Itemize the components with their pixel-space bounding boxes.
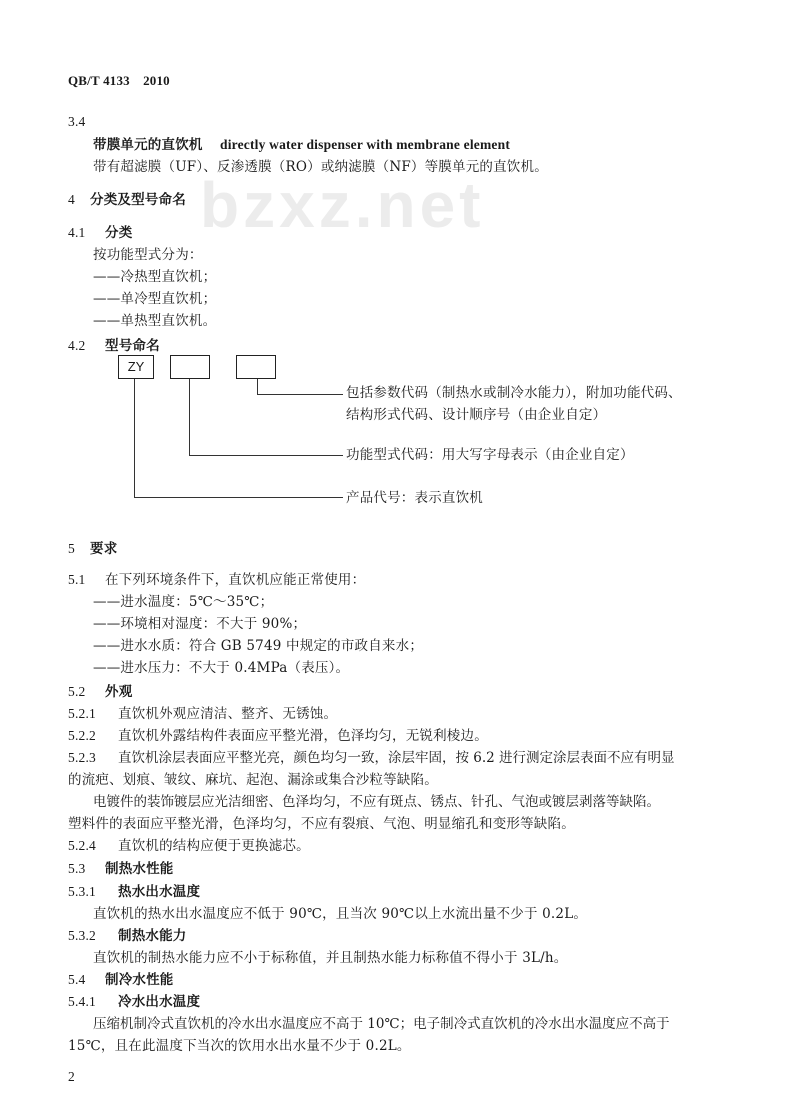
section-5-1-intro: 在下列环境条件下，直饮机应能正常使用： — [105, 572, 366, 588]
list-item: ——环境相对湿度：不大于 90%； — [93, 616, 307, 632]
section-3-4-title-cn: 带膜单元的直饮机 — [93, 137, 203, 153]
section-5-3-2-number: 5.3.2 — [68, 928, 96, 943]
section-5-2-1-text: 直饮机外观应清洁、整齐、无锈蚀。 — [118, 706, 338, 722]
model-code-box-params — [236, 355, 276, 379]
section-5-4-1-number: 5.4.1 — [68, 994, 96, 1009]
section-5-number: 5 — [68, 541, 75, 556]
list-item: ——单冷型直饮机； — [93, 291, 217, 307]
page-number: 2 — [68, 1069, 75, 1084]
section-5-2-4-text: 直饮机的结构应便于更换滤芯。 — [118, 838, 310, 854]
section-5-3-title: 制热水性能 — [105, 861, 174, 877]
section-3-4-number: 3.4 — [68, 114, 86, 129]
section-4-1-title: 分类 — [105, 225, 133, 241]
model-code-box-function — [170, 355, 210, 379]
connector-line — [134, 379, 135, 497]
section-5-2-3-number: 5.2.3 — [68, 750, 96, 765]
section-5-2-4-number: 5.2.4 — [68, 838, 96, 853]
section-5-3-number: 5.3 — [68, 861, 86, 876]
section-5-4-title: 制冷水性能 — [105, 972, 174, 988]
list-item: ——进水压力：不大于 0.4MPa（表压）。 — [93, 660, 350, 676]
section-4-number: 4 — [68, 192, 75, 207]
model-code-box-zy: ZY — [118, 355, 154, 379]
model-label-params-1: 包括参数代码（制热水或制冷水能力），附加功能代码、 — [346, 385, 682, 401]
section-5-3-2-text: 直饮机的制热水能力应不小于标称值，并且制热水能力标称值不得小于 3L/h。 — [93, 950, 568, 966]
section-4-title: 分类及型号命名 — [90, 192, 186, 208]
section-5-1-number: 5.1 — [68, 572, 86, 587]
section-5-2-2-number: 5.2.2 — [68, 728, 96, 743]
section-5-4-1-text-2: 15℃，且在此温度下当次的饮用水出水量不少于 0.2L。 — [68, 1038, 411, 1054]
connector-line — [134, 497, 343, 498]
section-5-2-number: 5.2 — [68, 684, 86, 699]
section-4-2-number: 4.2 — [68, 338, 86, 353]
section-5-2-1-number: 5.2.1 — [68, 706, 96, 721]
section-5-4-number: 5.4 — [68, 972, 86, 987]
model-label-params-2: 结构形式代码、设计顺序号（由企业自定） — [346, 407, 607, 423]
section-5-3-1-text: 直饮机的热水出水温度应不低于 90℃，且当次 90℃以上水流出量不少于 0.2L。 — [93, 906, 588, 922]
section-4-2-title: 型号命名 — [105, 338, 160, 354]
section-4-1-number: 4.1 — [68, 225, 86, 240]
section-3-4-title-en: directly water dispenser with membrane element — [220, 137, 511, 152]
watermark: bzxz.net — [200, 169, 485, 241]
section-5-2-3-text-4: 塑料件的表面应平整光滑，色泽均匀，不应有裂痕、气泡、明显缩孔和变形等缺陷。 — [68, 816, 575, 832]
section-5-2-3-text-2: 的流疤、划痕、皱纹、麻坑、起泡、漏涂或集合沙粒等缺陷。 — [68, 772, 438, 788]
list-item: ——进水温度：5℃～35℃； — [93, 594, 274, 610]
connector-line — [189, 379, 190, 455]
section-4-1-intro: 按功能型式分为： — [93, 247, 203, 263]
section-5-3-2-title: 制热水能力 — [118, 928, 187, 944]
section-5-4-1-title: 冷水出水温度 — [118, 994, 201, 1010]
connector-line — [189, 455, 343, 456]
section-5-4-1-text-1: 压缩机制冷式直饮机的冷水出水温度应不高于 10℃；电子制冷式直饮机的冷水出水温度应不高于 — [93, 1016, 670, 1032]
section-5-3-1-number: 5.3.1 — [68, 884, 96, 899]
list-item: ——进水水质：符合 GB 5749 中规定的市政自来水； — [93, 638, 424, 654]
model-label-product: 产品代号：表示直饮机 — [346, 490, 483, 506]
section-5-title: 要求 — [90, 541, 118, 557]
standard-header: QB/T 4133 2010 — [68, 73, 170, 88]
section-5-2-2-text: 直饮机外露结构件表面应平整光滑，色泽均匀，无锐利棱边。 — [118, 728, 488, 744]
list-item: ——冷热型直饮机； — [93, 269, 217, 285]
section-5-3-1-title: 热水出水温度 — [118, 884, 201, 900]
model-label-function: 功能型式代码：用大写字母表示（由企业自定） — [346, 447, 634, 463]
section-5-2-3-text-1: 直饮机涂层表面应平整光亮，颜色均匀一致，涂层牢固，按 6.2 进行测定涂层表面不应有明显 — [118, 750, 675, 766]
section-3-4-body: 带有超滤膜（UF）、反渗透膜（RO）或纳滤膜（NF）等膜单元的直饮机。 — [93, 159, 548, 175]
section-5-2-title: 外观 — [105, 684, 133, 700]
list-item: ——单热型直饮机。 — [93, 313, 217, 329]
section-5-2-3-text-3: 电镀件的装饰镀层应光洁细密、色泽均匀，不应有斑点、锈点、针孔、气泡或镀层剥落等缺陷。 — [93, 794, 660, 810]
connector-line — [257, 394, 343, 395]
connector-line — [257, 379, 258, 394]
